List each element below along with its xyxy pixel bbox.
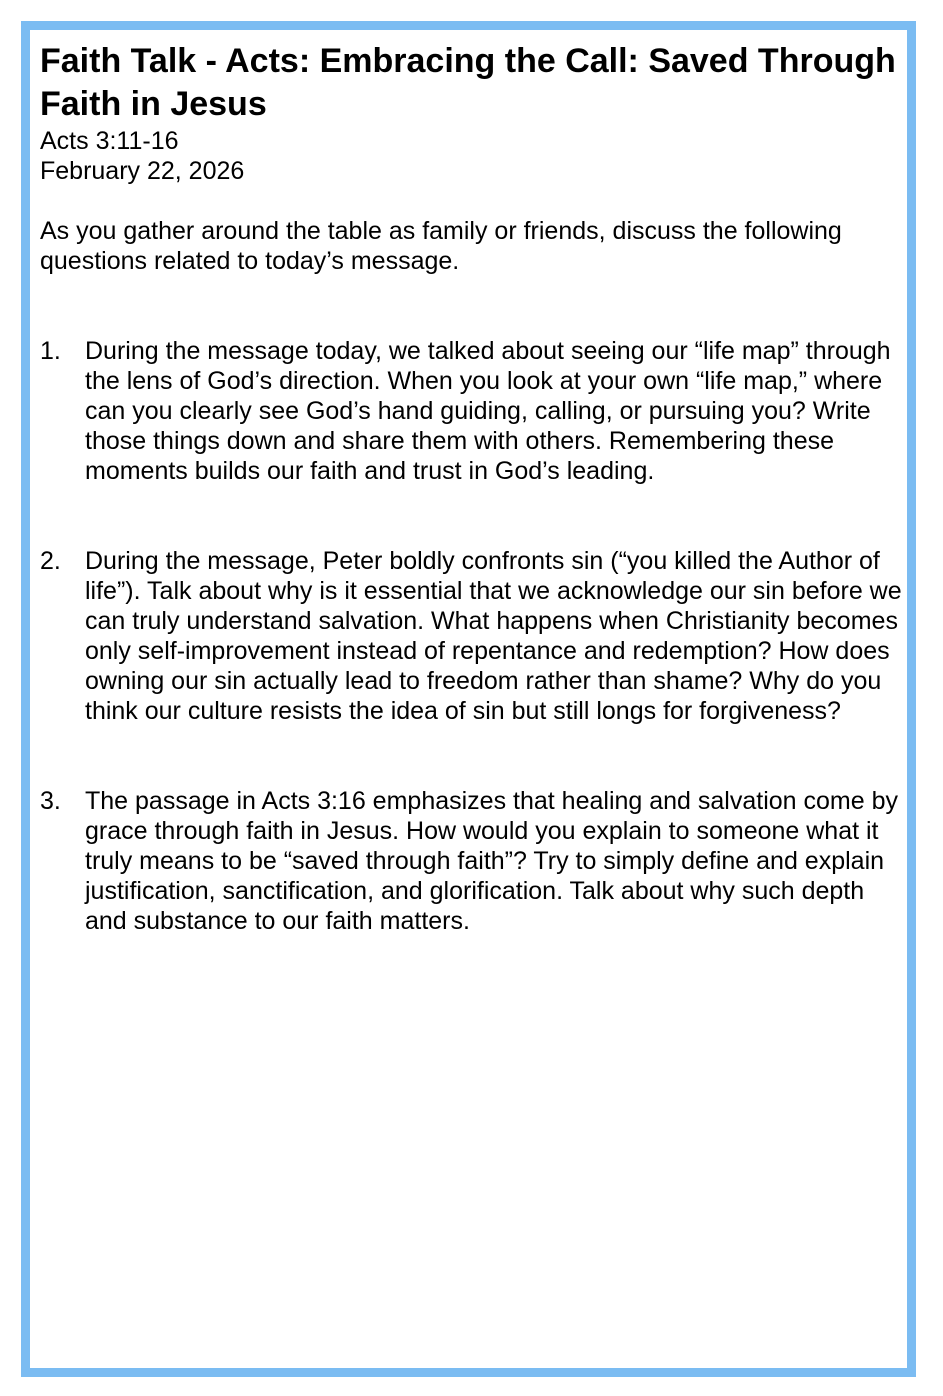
question-list <box>40 336 905 936</box>
question-text: The passage in Acts 3:16 emphasizes that healing and salvation come by grace through faith in Jesus. How would you explain to someone what it truly means to be “saved through faith”? Try to simply define and explain justification, sanctification, and glorification. Talk about why such depth and substance to our faith matters. <box>85 787 899 935</box>
question-item <box>40 546 905 726</box>
question-number: 2. <box>40 547 61 575</box>
question-text: During the message, Peter boldly confronts sin (“you killed the Author of life”). Talk about why is it essential that we acknowledge our sin before we can truly understand salvation. What happens when Christianity becomes only self-improvement instead of repentance and redemption? How does owning our sin actually lead to freedom rather than shame? Why do you think our culture resists the idea of sin but still longs for forgiveness? <box>85 547 902 725</box>
page-title: Faith Talk - Acts: Embracing the Call: Saved Through Faith in Jesus <box>40 42 896 123</box>
scripture-reference: Acts 3:11-16 <box>40 127 179 155</box>
question-number: 3. <box>40 787 61 815</box>
date: February 22, 2026 <box>40 157 245 185</box>
question-text: During the message today, we talked about seeing our “life map” through the lens of God’s direction. When you look at your own “life map,” where can you clearly see God’s hand guiding, calling, or pursuing you? Write those things down and share them with others. Remembering these moments builds our faith and trust in God’s leading. <box>85 337 891 485</box>
question-item <box>40 786 905 936</box>
question-item <box>40 336 905 486</box>
document-content <box>40 40 905 996</box>
document-frame <box>21 21 916 1377</box>
question-number: 1. <box>40 337 61 365</box>
intro-paragraph: As you gather around the table as family or friends, discuss the following questions related to today’s message. <box>40 217 842 275</box>
